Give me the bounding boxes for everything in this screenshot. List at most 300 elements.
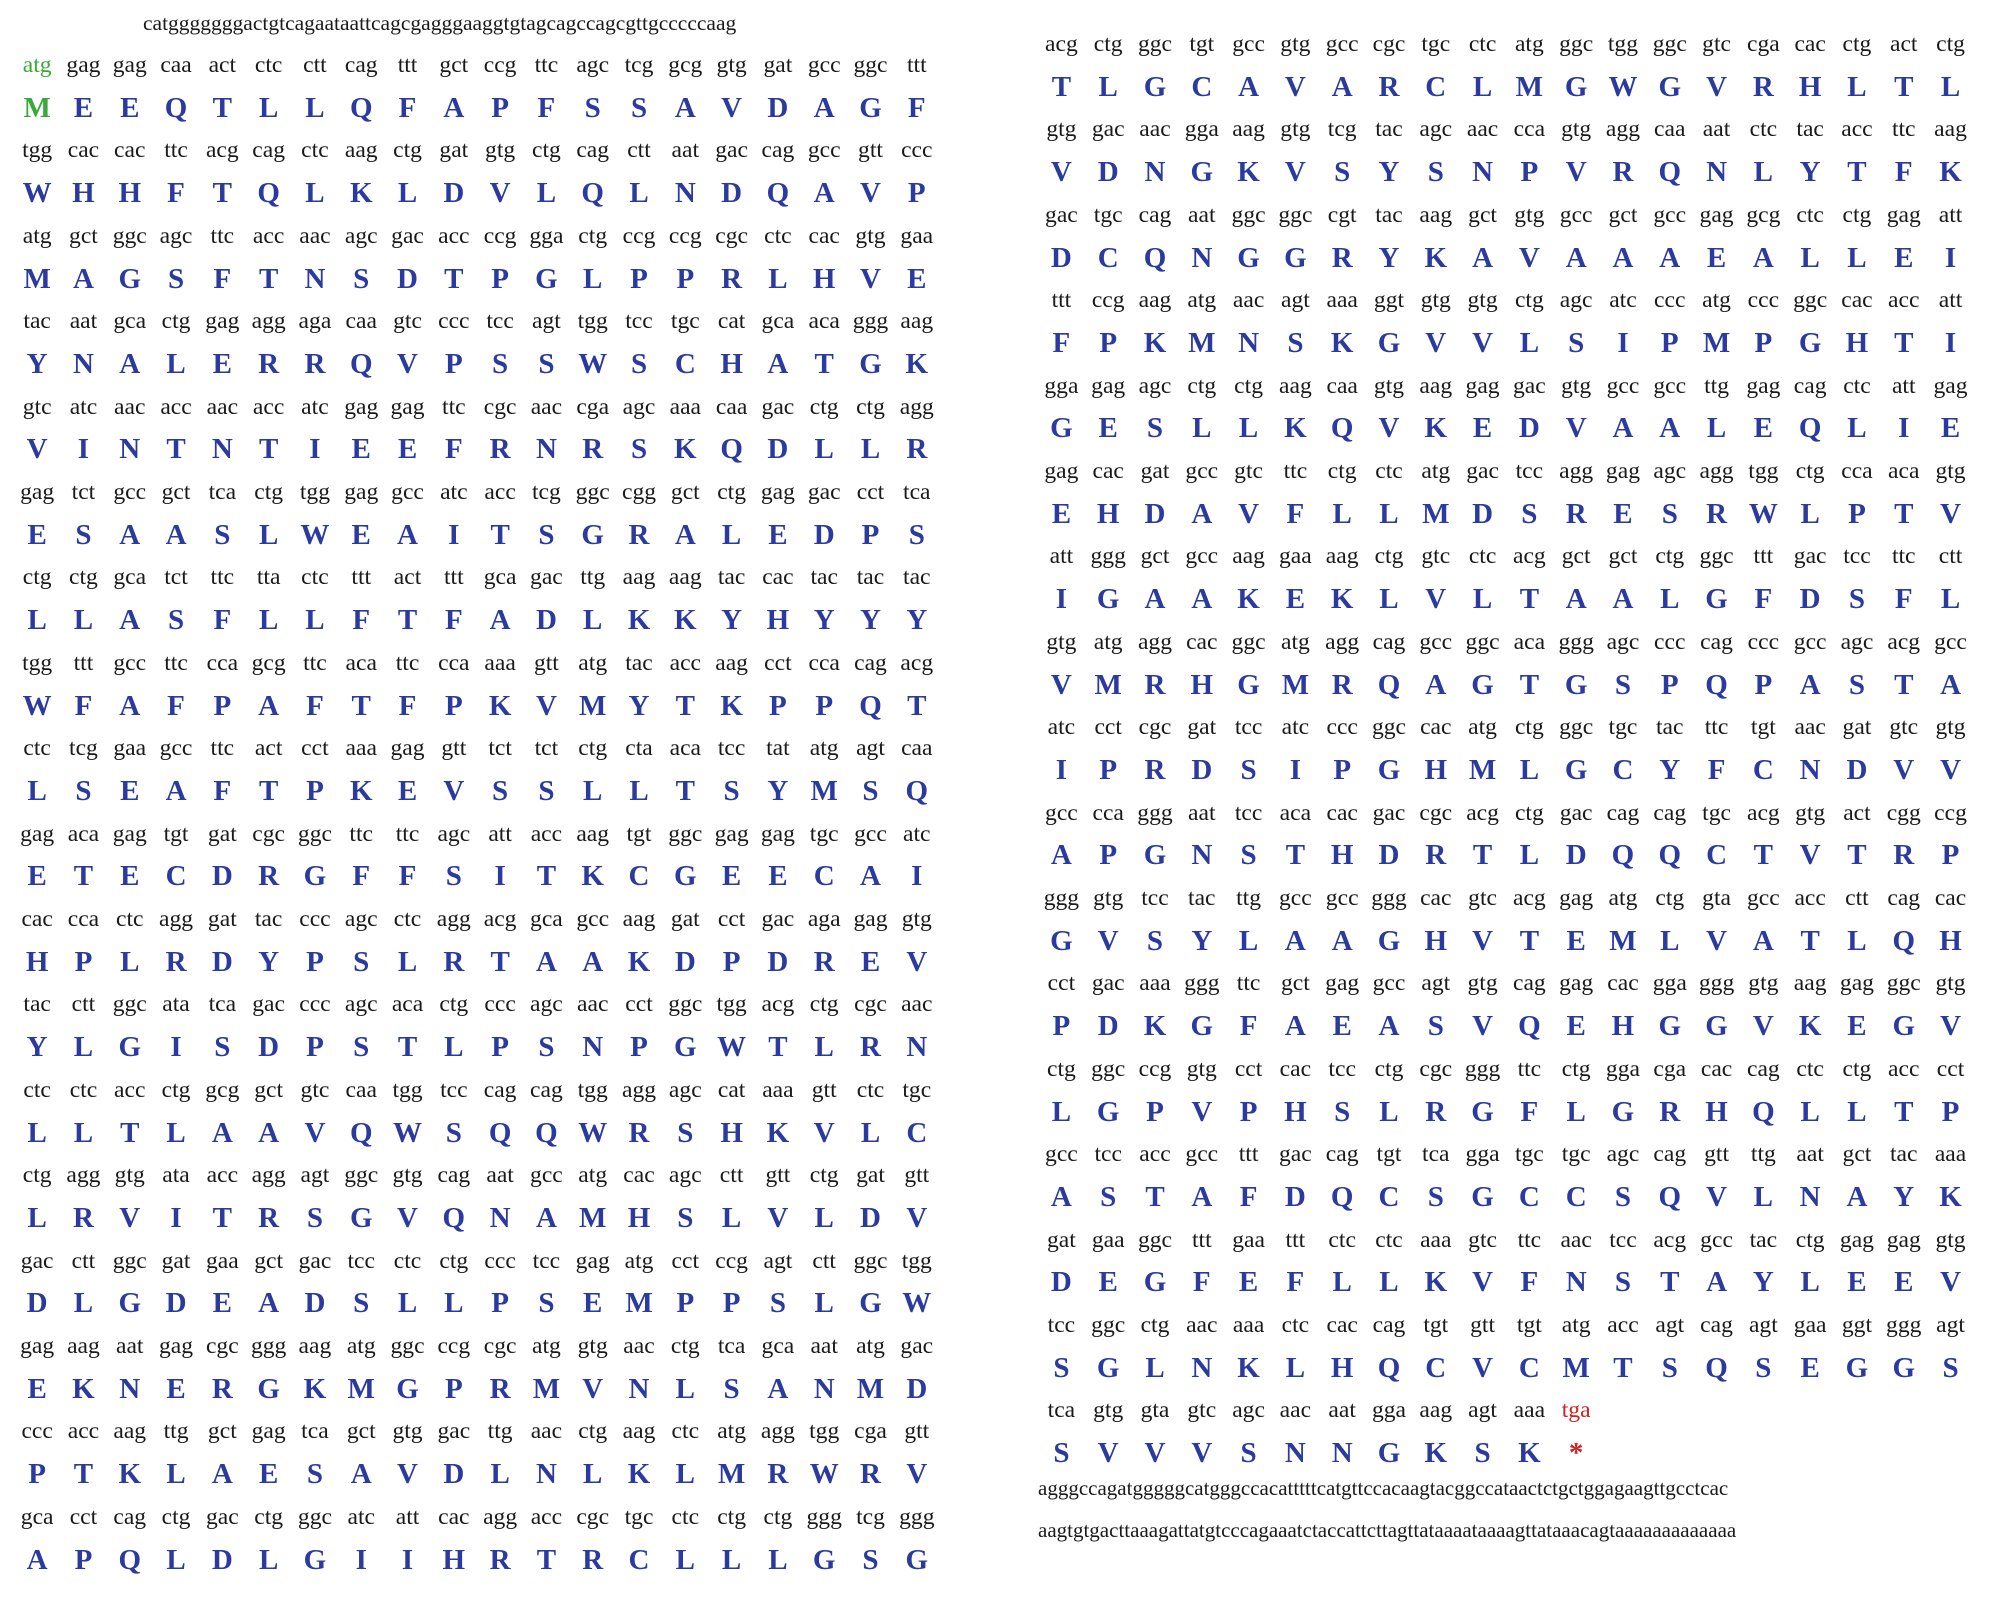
amino-acid-row: [14, 173, 954, 213]
codon: tgg: [299, 479, 330, 505]
amino-acid: G: [303, 1543, 327, 1576]
amino-acid: S: [353, 1031, 370, 1064]
codon: ctg: [763, 1503, 793, 1530]
amino-acid: F: [352, 860, 371, 893]
codon: ggc: [1559, 714, 1594, 741]
amino-acid: L: [814, 1287, 834, 1320]
codon: ggc: [344, 1162, 379, 1189]
amino-acid: S: [1053, 1351, 1070, 1384]
amino-acid: F: [444, 433, 463, 466]
codon: ccg: [1934, 799, 1967, 826]
amino-acid: S: [445, 860, 462, 893]
amino-acid: L: [73, 604, 94, 637]
amino-acid: S: [492, 347, 509, 380]
codon-row: [14, 899, 954, 939]
amino-acid: L: [305, 177, 325, 210]
amino-acid: H: [1705, 1095, 1728, 1128]
amino-acid: V: [1144, 1437, 1166, 1470]
codon: tcc: [1328, 1055, 1356, 1082]
amino-acid: A: [443, 91, 465, 124]
codon: atg: [1093, 628, 1123, 655]
amino-acid: S: [1942, 1351, 1959, 1384]
amino-acid: D: [767, 945, 789, 978]
amino-acid: S: [353, 945, 370, 978]
amino-acid: S: [538, 1031, 555, 1064]
amino-acid: M: [717, 1458, 746, 1491]
codon: cgc: [1138, 714, 1172, 741]
amino-acid: I: [1055, 753, 1068, 786]
codon: aat: [1328, 1397, 1356, 1424]
codon: tca: [1047, 1397, 1076, 1424]
amino-acid: V: [1799, 839, 1821, 872]
codon: tgt: [1516, 1312, 1542, 1338]
codon: gcc: [1746, 885, 1780, 911]
codon: acc: [1888, 1055, 1920, 1082]
codon: gtg: [1514, 201, 1545, 228]
amino-acid: K: [1798, 1010, 1822, 1043]
codon: cgc: [715, 222, 748, 249]
codon: ggg: [1698, 970, 1735, 997]
codon: cga: [854, 1418, 887, 1445]
codon: ggc: [1699, 543, 1734, 570]
amino-acid: A: [1752, 241, 1774, 274]
codon: acg: [1653, 1226, 1687, 1253]
amino-acid: L: [1800, 497, 1820, 530]
amino-acid: P: [444, 1372, 463, 1405]
codon: cac: [1607, 970, 1639, 997]
amino-acid-row: [1038, 921, 1983, 961]
codon: ccg: [1138, 1055, 1172, 1082]
codon-row: [1038, 793, 1983, 833]
codon: ggg: [1043, 885, 1080, 911]
amino-acid: L: [1847, 1095, 1867, 1128]
codon: gtt: [858, 137, 883, 164]
codon: ctg: [1514, 287, 1544, 314]
amino-acid: L: [583, 1458, 603, 1491]
amino-acid: Q: [1705, 668, 1728, 701]
codon: gtc: [393, 308, 422, 335]
codon-row: [14, 984, 954, 1024]
amino-acid-row: [1038, 1006, 1983, 1046]
codon: gac: [1091, 116, 1125, 143]
codon: gag: [760, 479, 795, 505]
amino-acid: L: [27, 774, 47, 807]
amino-acid: L: [397, 945, 418, 978]
codon: acc: [67, 1418, 100, 1445]
amino-acid: A: [1659, 412, 1681, 445]
codon: aat: [1702, 116, 1731, 143]
amino-acid: A: [860, 860, 881, 893]
amino-acid: T: [768, 1031, 788, 1064]
amino-acid: K: [581, 860, 604, 893]
codon: tct: [164, 564, 188, 591]
codon: ttc: [1517, 1055, 1542, 1082]
amino-acid: I: [1944, 326, 1957, 359]
amino-acid: Y: [1378, 156, 1400, 189]
codon: tcg: [624, 52, 654, 78]
amino-acid: V: [397, 1458, 418, 1491]
codon: cag: [113, 1503, 147, 1530]
codon: ctc: [671, 1503, 700, 1530]
amino-acid: F: [1192, 1266, 1211, 1299]
amino-acid: L: [258, 518, 279, 551]
codon: gcc: [1325, 885, 1359, 911]
amino-acid: Q: [349, 1116, 373, 1149]
codon: gcc: [1045, 1141, 1078, 1168]
amino-acid: P: [74, 945, 93, 978]
amino-acid: H: [72, 177, 95, 210]
amino-acid: R: [1425, 1095, 1447, 1128]
amino-acid: I: [170, 1031, 182, 1064]
amino-acid: P: [1660, 326, 1679, 359]
codon: caa: [1326, 372, 1358, 399]
amino-acid: F: [907, 91, 926, 124]
amino-acid: L: [258, 91, 279, 124]
codon: cct: [764, 649, 792, 676]
codon: agc: [668, 1076, 702, 1103]
three-prime-utr-line: aagtgtgacttaaagattatgtcccagaaatctaccattcttagttataaaataaaagttataaacagtaaaaaaaaaaaaa: [1038, 1517, 1737, 1542]
amino-acid: G: [1564, 753, 1588, 786]
amino-acid: N: [535, 433, 557, 466]
codon: ccg: [483, 222, 517, 249]
amino-acid: E: [120, 91, 140, 124]
amino-acid: L: [583, 604, 603, 637]
codon: agg: [251, 308, 286, 335]
codon: acc: [669, 649, 702, 676]
amino-acid: W: [578, 1116, 608, 1149]
amino-acid-row: [1038, 1092, 1983, 1132]
amino-acid: L: [768, 262, 788, 295]
amino-acid: V: [1191, 1437, 1213, 1470]
amino-acid: G: [1377, 326, 1401, 359]
codon: gtg: [901, 906, 932, 932]
codon: gag: [20, 820, 55, 847]
amino-acid: S: [538, 774, 555, 807]
amino-acid-row: [1038, 1348, 1983, 1388]
amino-acid: M: [1188, 326, 1216, 359]
amino-acid: C: [1612, 753, 1634, 786]
codon: gct: [1140, 543, 1170, 570]
codon: gcc: [576, 906, 610, 932]
amino-acid: V: [1706, 70, 1728, 103]
amino-acid: P: [213, 689, 232, 722]
amino-acid: E: [212, 1287, 232, 1320]
codon: gtg: [114, 1162, 145, 1189]
amino-acid: Q: [1377, 1351, 1401, 1384]
codon: cgc: [1372, 31, 1406, 57]
amino-acid: V: [1472, 1351, 1494, 1384]
codon: agt: [763, 1247, 793, 1274]
amino-acid: P: [1099, 753, 1118, 786]
codon: gct: [1280, 970, 1310, 997]
codon: gct: [69, 222, 98, 249]
amino-acid: I: [1289, 753, 1302, 786]
amino-acid: N: [628, 1372, 650, 1405]
amino-acid: L: [258, 1543, 279, 1576]
codon: gcc: [1185, 458, 1219, 484]
codon: ttc: [1704, 714, 1729, 741]
codon: agg: [66, 1162, 101, 1189]
amino-acid: A: [1284, 924, 1306, 957]
codon: ctg: [1514, 714, 1544, 741]
amino-acid: G: [859, 347, 882, 380]
codon: ctg: [439, 991, 469, 1018]
amino-acid: S: [677, 1201, 694, 1234]
codon: acc: [252, 393, 285, 420]
codon-row: [14, 1411, 954, 1451]
amino-acid-row: [14, 942, 954, 982]
codon: ccc: [901, 137, 933, 164]
amino-acid: A: [1050, 839, 1072, 872]
amino-acid: Y: [1191, 924, 1213, 957]
amino-acid: V: [813, 1116, 835, 1149]
amino-acid: S: [538, 1287, 555, 1320]
codon-row: [14, 557, 954, 597]
codon: ccc: [484, 1247, 516, 1274]
codon: cag: [252, 137, 285, 164]
codon: agg: [436, 906, 471, 932]
codon: cca: [808, 649, 840, 676]
amino-acid: T: [1051, 70, 1072, 103]
amino-acid: A: [1612, 241, 1634, 274]
amino-acid: L: [1379, 1266, 1399, 1299]
amino-acid: S: [167, 604, 185, 637]
amino-acid: L: [536, 177, 557, 210]
amino-acid: L: [1519, 839, 1540, 872]
amino-acid: Q: [257, 177, 280, 210]
amino-acid: Q: [118, 1543, 142, 1576]
amino-acid: S: [1146, 924, 1164, 957]
amino-acid-row: [14, 344, 954, 384]
amino-acid: G: [257, 1372, 280, 1405]
codon: cag: [1700, 1312, 1733, 1338]
amino-acid: C: [628, 860, 650, 893]
amino-acid: D: [211, 860, 233, 893]
amino-acid: R: [721, 262, 743, 295]
codon: acg: [1466, 799, 1499, 826]
amino-acid: G: [1096, 583, 1120, 616]
amino-acid: A: [1331, 924, 1353, 957]
codon: atc: [301, 393, 329, 420]
codon: gtt: [441, 735, 467, 762]
codon: cgc: [252, 820, 285, 847]
codon-row: [1038, 366, 1983, 406]
amino-acid: E: [1753, 412, 1774, 445]
codon: tgg: [1748, 458, 1779, 484]
amino-acid: N: [1238, 326, 1260, 359]
codon: ctg: [1187, 372, 1217, 399]
amino-acid: R: [1331, 241, 1353, 274]
amino-acid: A: [258, 689, 280, 722]
codon: gtg: [716, 52, 747, 78]
codon: aag: [344, 137, 378, 164]
codon: ctg: [578, 735, 608, 762]
amino-acid: Y: [1799, 156, 1821, 189]
codon: gat: [439, 137, 469, 164]
codon: cgc: [483, 393, 517, 420]
amino-acid: Q: [1705, 1351, 1728, 1384]
amino-acid: S: [75, 774, 92, 807]
codon: tcc: [1234, 799, 1263, 826]
codon: ctg: [532, 137, 561, 164]
codon: gag: [714, 820, 749, 847]
codon: aca: [808, 308, 840, 335]
amino-acid: T: [1472, 839, 1493, 872]
amino-acid-row: [14, 1540, 954, 1580]
codon: cca: [1513, 116, 1546, 143]
codon: tgg: [809, 1418, 840, 1445]
amino-acid: S: [1614, 1180, 1632, 1213]
amino-acid: S: [214, 1031, 231, 1064]
amino-acid: K: [1237, 1351, 1260, 1384]
amino-acid: K: [720, 689, 743, 722]
amino-acid: V: [304, 1116, 326, 1149]
amino-acid: L: [166, 347, 186, 380]
codon: cac: [1186, 628, 1218, 655]
codon: aca: [67, 820, 100, 847]
codon: tcc: [1047, 1312, 1076, 1338]
codon: atg: [578, 649, 608, 676]
codon: aat: [486, 1162, 514, 1189]
amino-acid: V: [1518, 241, 1540, 274]
amino-acid: L: [73, 1287, 94, 1320]
codon: ggc: [297, 820, 332, 847]
amino-acid: T: [212, 177, 232, 210]
amino-acid: A: [1191, 497, 1213, 530]
codon: caa: [345, 308, 377, 335]
amino-acid: T: [258, 262, 279, 295]
codon: ggg: [899, 1503, 935, 1530]
codon: cgc: [483, 1333, 517, 1359]
amino-acid: L: [583, 262, 603, 295]
amino-acid-row: [14, 429, 954, 469]
amino-acid-row: [1038, 750, 1983, 790]
amino-acid: S: [1287, 326, 1304, 359]
codon: ctc: [1749, 116, 1778, 143]
amino-acid: N: [1565, 1266, 1587, 1299]
codon: gta: [1140, 1397, 1170, 1424]
amino-acid: W: [717, 1031, 747, 1064]
codon: aag: [1325, 543, 1359, 570]
amino-acid-row: [14, 1283, 954, 1323]
amino-acid: E: [1285, 583, 1306, 616]
codon-row: [14, 643, 954, 683]
amino-acid: G: [1564, 70, 1588, 103]
codon: gat: [1140, 458, 1170, 484]
amino-acid: I: [355, 1543, 367, 1576]
amino-acid: R: [1565, 497, 1587, 530]
amino-acid: T: [1894, 1095, 1914, 1128]
amino-acid: N: [1144, 156, 1166, 189]
amino-acid: Y: [1659, 753, 1681, 786]
amino-acid: P: [861, 518, 880, 551]
codon: atg: [1561, 1312, 1591, 1338]
amino-acid: *: [1568, 1437, 1584, 1470]
amino-acid: S: [862, 774, 879, 807]
amino-acid: L: [305, 604, 325, 637]
codon: aaa: [1232, 1312, 1265, 1338]
amino-acid: P: [676, 1287, 695, 1320]
amino-acid: S: [1614, 668, 1632, 701]
codon: gtg: [1467, 970, 1498, 997]
amino-acid: G: [1471, 1180, 1494, 1213]
codon: ggg: [1184, 970, 1220, 997]
codon: cac: [438, 1503, 470, 1530]
codon: ggg: [1886, 1312, 1922, 1338]
codon: acc: [438, 222, 470, 249]
codon: agt: [1421, 970, 1451, 997]
amino-acid: H: [720, 1116, 743, 1149]
amino-acid: V: [1425, 583, 1447, 616]
amino-acid: E: [1894, 241, 1914, 274]
amino-acid: A: [258, 1116, 280, 1149]
codon: gtt: [904, 1162, 930, 1189]
codon: ctg: [439, 1247, 469, 1274]
amino-acid: G: [1096, 1095, 1120, 1128]
amino-acid-row: [1038, 323, 1983, 363]
amino-acid: E: [258, 1458, 279, 1491]
codon: ttg: [580, 564, 606, 591]
codon: att: [1938, 287, 1963, 314]
codon: aac: [206, 393, 239, 420]
amino-acid: I: [401, 1543, 414, 1576]
amino-acid: E: [397, 774, 418, 807]
codon: gaa: [1091, 1226, 1125, 1253]
amino-acid: M: [1562, 1351, 1590, 1384]
codon: atg: [22, 52, 52, 78]
amino-acid: L: [1847, 924, 1867, 957]
codon: gat: [207, 906, 237, 932]
amino-acid-row: [1038, 408, 1983, 448]
codon-row: [1038, 1134, 1983, 1174]
codon: gac: [1045, 201, 1078, 228]
codon: gaa: [900, 222, 934, 249]
codon: acg: [1045, 31, 1078, 57]
codon: gag: [112, 820, 147, 847]
amino-acid: K: [349, 774, 373, 807]
amino-acid: M: [23, 91, 51, 124]
codon: gga: [1652, 970, 1687, 997]
amino-acid: V: [1097, 924, 1119, 957]
amino-acid-row: [14, 771, 954, 811]
amino-acid: G: [1471, 1095, 1494, 1128]
amino-acid: G: [1658, 70, 1682, 103]
codon: agg: [251, 1162, 286, 1189]
amino-acid: S: [584, 91, 601, 124]
codon: tgg: [716, 991, 747, 1018]
amino-acid: S: [1474, 1437, 1491, 1470]
codon: gac: [1372, 799, 1406, 826]
amino-acid: L: [1800, 1095, 1820, 1128]
amino-acid: E: [860, 945, 881, 978]
codon: ttc: [1891, 543, 1916, 570]
codon: ccc: [299, 991, 331, 1018]
codon: ggg: [1464, 1055, 1501, 1082]
codon: ccc: [484, 991, 516, 1018]
amino-acid: T: [1847, 156, 1867, 189]
codon: gcc: [1653, 201, 1687, 228]
amino-acid: P: [74, 1543, 93, 1576]
amino-acid: F: [213, 262, 232, 295]
amino-acid: Y: [628, 689, 650, 722]
codon: aac: [1186, 1312, 1218, 1338]
codon: ctc: [301, 564, 329, 591]
amino-acid: R: [1752, 70, 1774, 103]
amino-acid: Y: [1752, 1266, 1774, 1299]
amino-acid-row: [1038, 238, 1983, 278]
codon: ata: [162, 991, 190, 1018]
amino-acid: R: [489, 433, 511, 466]
